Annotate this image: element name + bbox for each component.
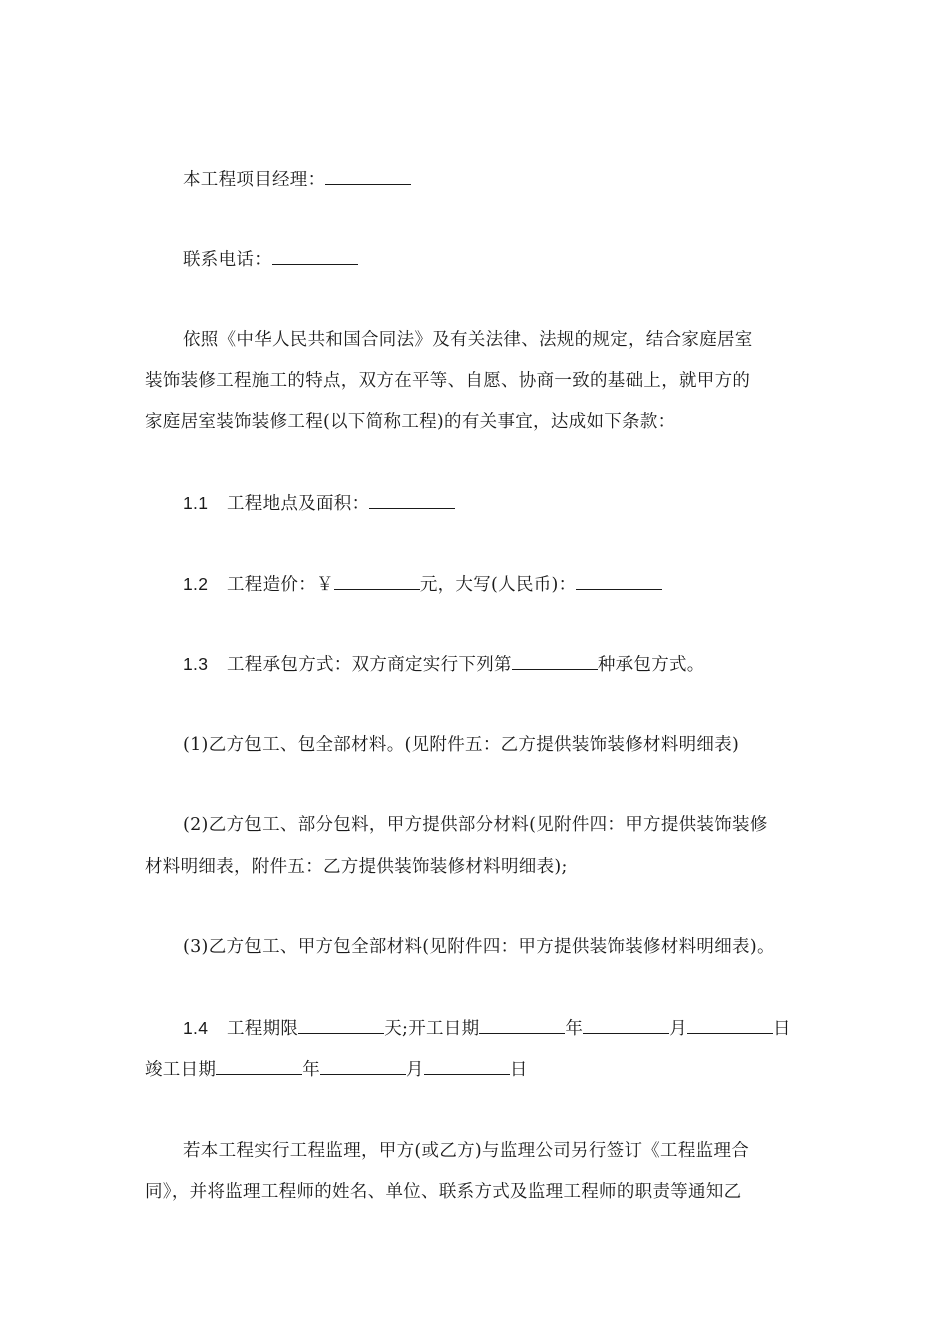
- clause-1-1: [183, 491, 853, 516]
- clause-1-3-text-b: 种承包方式。: [597, 655, 705, 675]
- manager-label: 本工程项目经理：: [183, 170, 326, 190]
- end-day-blank: [424, 1060, 510, 1075]
- start-month-blank: [583, 1019, 669, 1034]
- intro-line-1: 依照《中华人民共和国合同法》及有关法律、法规的规定，结合家庭居室: [183, 330, 753, 350]
- clause-1-3-text-a: 工程承包方式：双方商定实行下列第: [227, 655, 512, 675]
- supervision-line-2: 同》，并将监理工程师的姓名、单位、联系方式及监理工程师的职责等通知乙: [145, 1182, 742, 1202]
- start-date-label: 天;开工日期: [384, 1019, 480, 1039]
- intro-line-3: 家庭居室装饰装修工程(以下简称工程)的有关事宜，达成如下条款：: [145, 412, 676, 432]
- clause-1-2: [183, 572, 853, 597]
- option-1: (1)乙方包工、包全部材料。(见附件五：乙方提供装饰装修材料明细表): [183, 735, 740, 755]
- clause-1-3-number: 1.3: [183, 654, 209, 674]
- option-2-line-2: 材料明细表，附件五：乙方提供装饰装修材料明细表);: [145, 857, 568, 877]
- duration-label: 工程期限: [227, 1019, 299, 1039]
- end-month-blank: [320, 1060, 406, 1075]
- clause-1-2-number: 1.2: [183, 574, 209, 594]
- clause-1-1-blank: [369, 494, 455, 509]
- duration-blank: [298, 1019, 384, 1034]
- supervision-line-1: 若本工程实行工程监理，甲方(或乙方)与监理公司另行签订《工程监理合: [183, 1141, 750, 1161]
- intro-line-2: 装饰装修工程施工的特点，双方在平等、自愿、协商一致的基础上，就甲方的: [145, 371, 751, 391]
- end-year-blank: [216, 1060, 302, 1075]
- manager-field: [183, 168, 853, 192]
- clause-1-2-text-b: 元，大写(人民币)：: [419, 575, 577, 595]
- start-month-label: 月: [669, 1019, 688, 1039]
- end-day-label: 日: [509, 1060, 528, 1080]
- manager-blank: [325, 170, 411, 185]
- end-date-label: 竣工日期: [145, 1060, 217, 1080]
- start-year-label: 年: [565, 1019, 584, 1039]
- price-blank: [334, 575, 420, 590]
- start-day-label: 日: [773, 1019, 791, 1039]
- price-uppercase-blank: [576, 575, 662, 590]
- end-year-label: 年: [302, 1060, 321, 1080]
- clause-1-4-line-2: [145, 1058, 815, 1082]
- option-2-line-1: (2)乙方包工、部分包料，甲方提供部分材料(见附件四：甲方提供装饰装修: [183, 815, 768, 835]
- clause-1-2-text-a: 工程造价：￥: [227, 575, 334, 595]
- start-year-blank: [479, 1019, 565, 1034]
- phone-field: [183, 248, 853, 272]
- start-day-blank: [687, 1019, 773, 1034]
- phone-blank: [272, 250, 358, 265]
- clause-1-3: [183, 652, 853, 677]
- clause-1-1-number: 1.1: [183, 493, 209, 513]
- clause-1-4-line-1: [183, 1016, 853, 1041]
- clause-1-1-text: 工程地点及面积：: [227, 494, 370, 514]
- end-month-label: 月: [406, 1060, 424, 1080]
- phone-label: 联系电话：: [183, 250, 272, 270]
- clause-1-4-number: 1.4: [183, 1018, 209, 1038]
- contract-type-blank: [512, 655, 598, 670]
- option-3: (3)乙方包工、甲方包全部材料(见附件四：甲方提供装饰装修材料明细表)。: [183, 937, 775, 957]
